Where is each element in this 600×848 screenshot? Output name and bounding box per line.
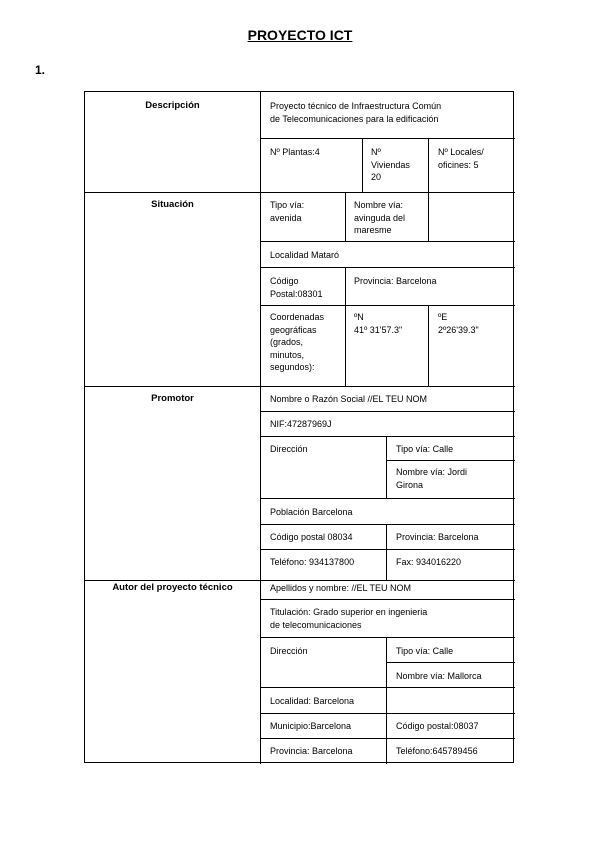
autor-municipio: Municipio:Barcelona [270, 721, 352, 731]
divider [260, 637, 515, 638]
autor-label: Autor del proyecto técnico [112, 582, 233, 593]
divider [85, 192, 515, 193]
promotor-poblacion: Población Barcelona [270, 507, 353, 517]
situacion-este: ºE 2º26'39.3" [438, 312, 479, 335]
descripcion-text: Proyecto técnico de Infraestructura Común de Telecomunicaciones para la edificación [270, 101, 442, 124]
situacion-tipo-via: Tipo vía: avenida [270, 200, 305, 223]
promotor-telefono: Teléfono: 934137800 [270, 557, 355, 567]
situacion-coordenadas: Coordenadas geográficas (grados, minutos, segundos): [270, 312, 325, 372]
divider [260, 305, 515, 306]
promotor-nombre: Nombre o Razón Social //EL TEU NOM [270, 394, 428, 404]
promotor-codigo-postal: Código postal 08034 [270, 532, 353, 542]
promotor-nif: NIF:47287969J [270, 419, 332, 429]
autor-codigo-postal: Código postal:08037 [396, 721, 479, 731]
descripcion-label: Descripción [145, 100, 200, 111]
divider [345, 267, 346, 386]
autor-localidad: Localidad: Barcelona [270, 696, 355, 706]
divider [386, 662, 515, 663]
divider [85, 580, 515, 581]
autor-provincia: Provincia: Barcelona [270, 746, 353, 756]
situacion-localidad: Localidad Mataró [270, 250, 340, 260]
autor-nombre-via: Nombre vía: Mallorca [396, 671, 482, 681]
promotor-provincia: Provincia: Barcelona [396, 532, 479, 542]
divider [260, 549, 515, 550]
divider [428, 305, 429, 386]
promotor-direccion: Dirección [270, 444, 308, 454]
divider [386, 436, 387, 498]
divider [260, 498, 515, 499]
divider [260, 713, 515, 714]
divider [85, 386, 515, 387]
page-title: PROYECTO ICT [247, 27, 353, 43]
plantas-value: Nº Plantas:4 [270, 147, 320, 157]
divider [428, 192, 429, 241]
autor-telefono: Teléfono:645789456 [396, 746, 478, 756]
promotor-tipo-via: Tipo vía: Calle [396, 444, 454, 454]
divider [260, 436, 515, 437]
situacion-norte: ºN 41º 31'57.3" [354, 312, 403, 335]
promotor-fax: Fax: 934016220 [396, 557, 462, 567]
divider [260, 524, 515, 525]
divider [260, 411, 515, 412]
situacion-nombre-via: Nombre vía: avinguda del maresme [354, 200, 406, 235]
autor-apellidos: Apellidos y nombre: //EL TEU NOM [270, 583, 412, 593]
situacion-provincia: Provincia: Barcelona [354, 276, 437, 286]
project-table [84, 91, 514, 763]
divider [386, 524, 387, 580]
autor-direccion: Dirección [270, 646, 308, 656]
promotor-nombre-via: Nombre vía: Jordi Girona [396, 467, 468, 490]
divider [260, 267, 515, 268]
divider [260, 599, 515, 600]
locales-value: Nº Locales/ oficines: 5 [438, 147, 484, 170]
divider [260, 241, 515, 242]
divider [386, 460, 515, 461]
situacion-codigo-postal: Código Postal:08301 [270, 276, 323, 299]
divider [345, 192, 346, 241]
autor-tipo-via: Tipo vía: Calle [396, 646, 454, 656]
divider [260, 138, 515, 139]
divider [260, 738, 515, 739]
divider [386, 637, 387, 764]
autor-titulacion: Titulación: Grado superior en ingenieria de telecomunicaciones [270, 607, 428, 630]
divider [260, 687, 515, 688]
viviendas-value: Nº Viviendas 20 [371, 147, 410, 182]
promotor-label: Promotor [151, 393, 194, 404]
situacion-label: Situación [151, 199, 194, 210]
divider [362, 138, 363, 192]
section-number: 1. [35, 63, 46, 77]
divider [428, 138, 429, 192]
